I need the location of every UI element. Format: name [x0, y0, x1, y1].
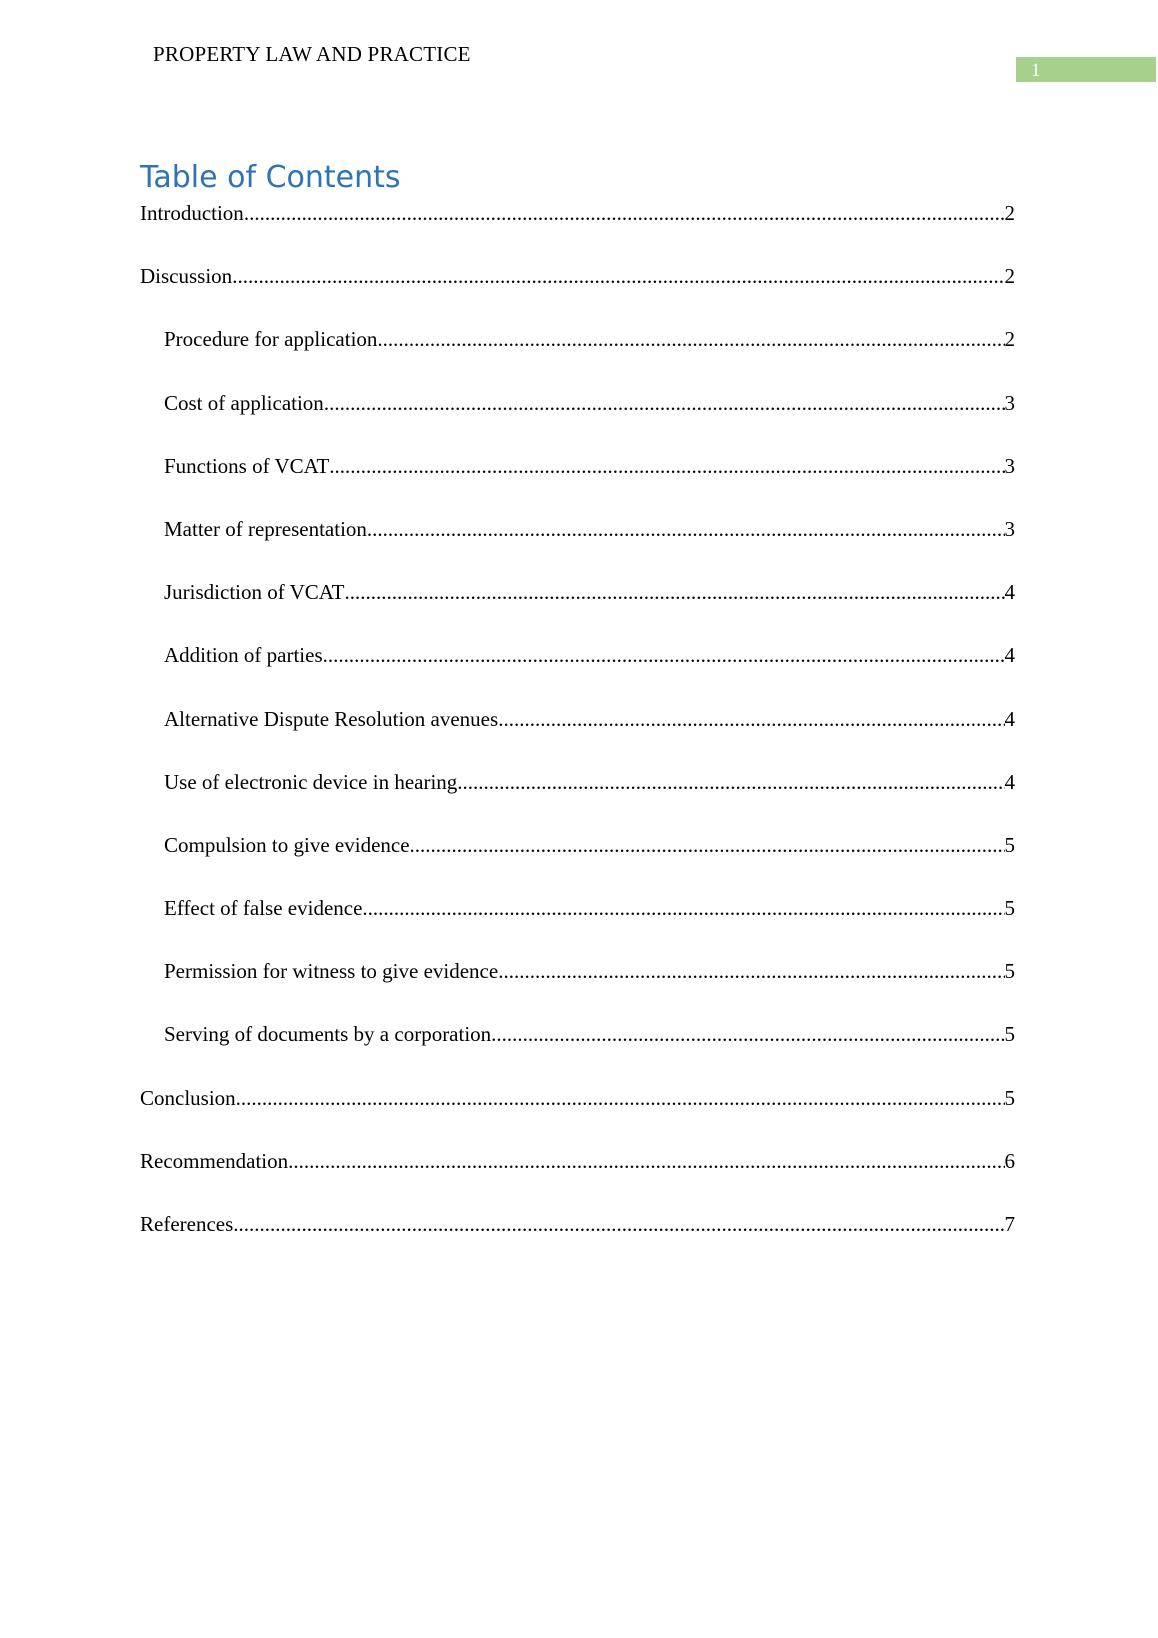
- toc-entry[interactable]: [140, 706, 1015, 769]
- toc-entry[interactable]: [140, 326, 1015, 389]
- toc-entry[interactable]: [140, 579, 1015, 642]
- toc-entry-label: Functions of VCAT: [164, 453, 330, 478]
- dot-leader: [233, 1211, 1004, 1237]
- dot-leader: [344, 579, 1004, 605]
- dot-leader: [498, 958, 1004, 984]
- toc-entry-label: References: [140, 1212, 234, 1236]
- toc-entry-page: 5: [1004, 1022, 1015, 1047]
- toc-entry[interactable]: [140, 390, 1015, 453]
- toc-entry[interactable]: [140, 958, 1015, 1021]
- toc-entry-label: Introduction: [140, 201, 244, 225]
- toc-entry-page: 2: [1004, 201, 1015, 225]
- toc-entry-page: 6: [1004, 1148, 1015, 1173]
- toc-entry-page: 4: [1004, 580, 1015, 605]
- toc-entry[interactable]: [140, 263, 1015, 326]
- dot-leader: [498, 706, 1004, 732]
- toc-entry-label: Addition of parties: [164, 643, 323, 668]
- toc-entry-label: Cost of application: [164, 390, 324, 415]
- toc-entry-page: 3: [1004, 390, 1015, 415]
- toc-entry[interactable]: [140, 642, 1015, 705]
- dot-leader: [329, 453, 1004, 479]
- dot-leader: [362, 895, 1004, 921]
- toc-entry-label: Permission for witness to give evidence: [164, 959, 499, 984]
- toc-entry[interactable]: [140, 769, 1015, 832]
- toc-heading: Table of Contents: [140, 160, 401, 195]
- toc-entry-label: Conclusion: [140, 1085, 236, 1110]
- toc-entry-label: Discussion: [140, 264, 233, 289]
- table-of-contents: [140, 200, 1015, 1274]
- dot-leader: [288, 1148, 1004, 1174]
- toc-entry-page: 4: [1004, 643, 1015, 668]
- toc-entry[interactable]: [140, 895, 1015, 958]
- toc-entry-page: 3: [1004, 516, 1015, 541]
- toc-entry-label: Alternative Dispute Resolution avenues: [164, 706, 499, 731]
- toc-entry-page: 3: [1004, 453, 1015, 478]
- toc-entry-page: 4: [1004, 769, 1015, 794]
- toc-entry-page: 5: [1004, 832, 1015, 857]
- dot-leader: [323, 642, 1005, 668]
- dot-leader: [377, 326, 1004, 352]
- toc-entry[interactable]: [140, 1085, 1015, 1148]
- toc-entry-label: Serving of documents by a corporation: [164, 1022, 492, 1047]
- toc-entry-label: Matter of representation: [164, 516, 367, 541]
- dot-leader: [236, 1085, 1005, 1111]
- toc-entry[interactable]: [140, 832, 1015, 895]
- toc-entry[interactable]: [140, 200, 1015, 263]
- dot-leader: [244, 200, 1005, 226]
- toc-entry-label: Use of electronic device in hearing: [164, 769, 458, 794]
- toc-entry-label: Recommendation: [140, 1148, 289, 1173]
- toc-entry-page: 2: [1004, 327, 1015, 352]
- toc-entry[interactable]: [140, 1211, 1015, 1274]
- toc-entry-page: 5: [1004, 959, 1015, 984]
- toc-entry-page: 4: [1004, 706, 1015, 731]
- toc-entry-page: 7: [1004, 1212, 1015, 1236]
- dot-leader: [232, 263, 1004, 289]
- toc-entry[interactable]: [140, 516, 1015, 579]
- toc-entry-label: Procedure for application: [164, 327, 378, 352]
- toc-entry-label: Jurisdiction of VCAT: [164, 580, 345, 605]
- toc-entry-page: 5: [1004, 1085, 1015, 1110]
- dot-leader: [367, 516, 1005, 542]
- toc-entry[interactable]: [140, 453, 1015, 516]
- dot-leader: [457, 769, 1004, 795]
- page-number-badge: 1: [1016, 57, 1156, 82]
- toc-entry-label: Effect of false evidence: [164, 896, 363, 921]
- running-header: PROPERTY LAW AND PRACTICE: [153, 42, 471, 66]
- toc-entry-page: 2: [1004, 264, 1015, 289]
- dot-leader: [410, 832, 1005, 858]
- toc-entry-label: Compulsion to give evidence: [164, 832, 410, 857]
- toc-entry[interactable]: [140, 1148, 1015, 1211]
- toc-entry[interactable]: [140, 1021, 1015, 1084]
- dot-leader: [491, 1021, 1004, 1047]
- dot-leader: [324, 390, 1005, 416]
- toc-entry-page: 5: [1004, 896, 1015, 921]
